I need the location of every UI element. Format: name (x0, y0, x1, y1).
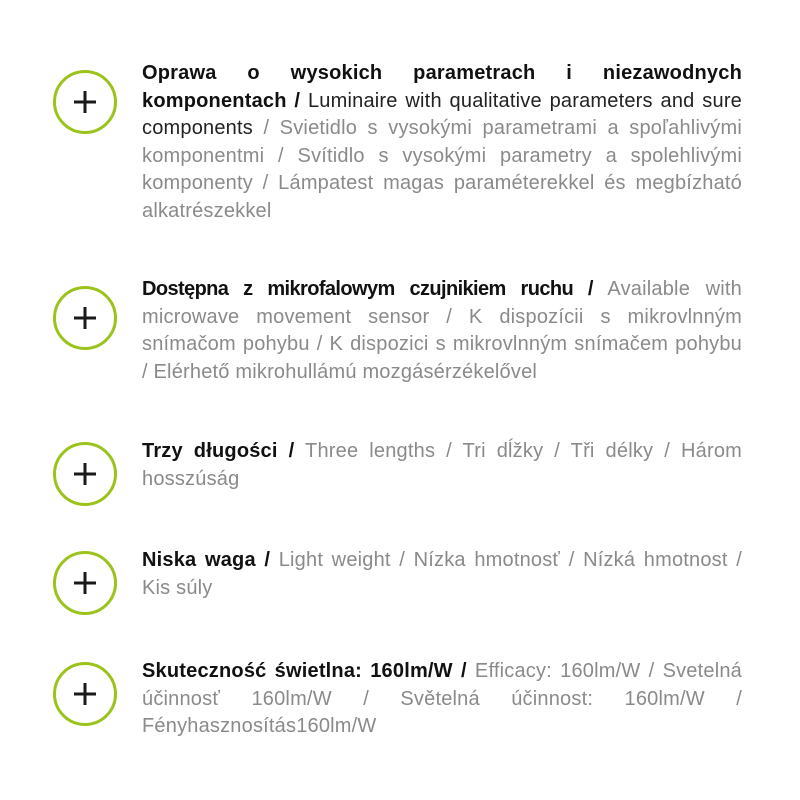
feature-title: Skuteczność świetlna: 160lm/W / (142, 660, 467, 682)
feature-title: Oprawa o wysokich parametrach i niezawodnych komponentach / (142, 62, 742, 112)
plus-circle-icon (53, 662, 117, 726)
plus-circle-icon (53, 551, 117, 615)
feature-title: Dostępna z mikrofalowym czujnikiem ruchu / (142, 278, 593, 300)
feature-title: Niska waga / (142, 549, 271, 571)
feature-text (142, 658, 742, 741)
feature-translations: / Svietidlo s vysokými parametrami a spoľahlivými komponentmi / Svítidlo s vysokými parametry a spolehlivými komponenty / Lámpatest magas paraméterekkel és megbízható alkatrészekkel (142, 117, 742, 222)
feature-text-en: Luminaire with qualitative parameters and sure components (142, 89, 742, 139)
feature-translations: Available with microwave movement sensor / K dispozícii s mikrovlnným snímačom pohybu / K dispozici s mikrovlnným snímačem pohybu / Elérhető mikrohullámú mozgásérzékelővel (142, 278, 743, 383)
feature-text (142, 438, 742, 493)
plus-circle-icon (53, 286, 117, 350)
feature-text (142, 547, 742, 602)
feature-translations: Light weight / Nízka hmotnosť / Nízká hmotnost / Kis súly (142, 549, 742, 599)
feature-translations: Three lengths / Tri dĺžky / Tři délky / Három hosszúság (142, 440, 742, 490)
feature-text (142, 276, 742, 386)
feature-title: Trzy długości / (142, 440, 295, 462)
feature-translations: Efficacy: 160lm/W / Svetelná účinnosť 160lm/W / Světelná účinnost: 160lm/W / Fényhasznosítás160lm/W (142, 660, 743, 737)
feature-text (142, 60, 742, 225)
plus-circle-icon (53, 442, 117, 506)
plus-circle-icon (53, 70, 117, 134)
